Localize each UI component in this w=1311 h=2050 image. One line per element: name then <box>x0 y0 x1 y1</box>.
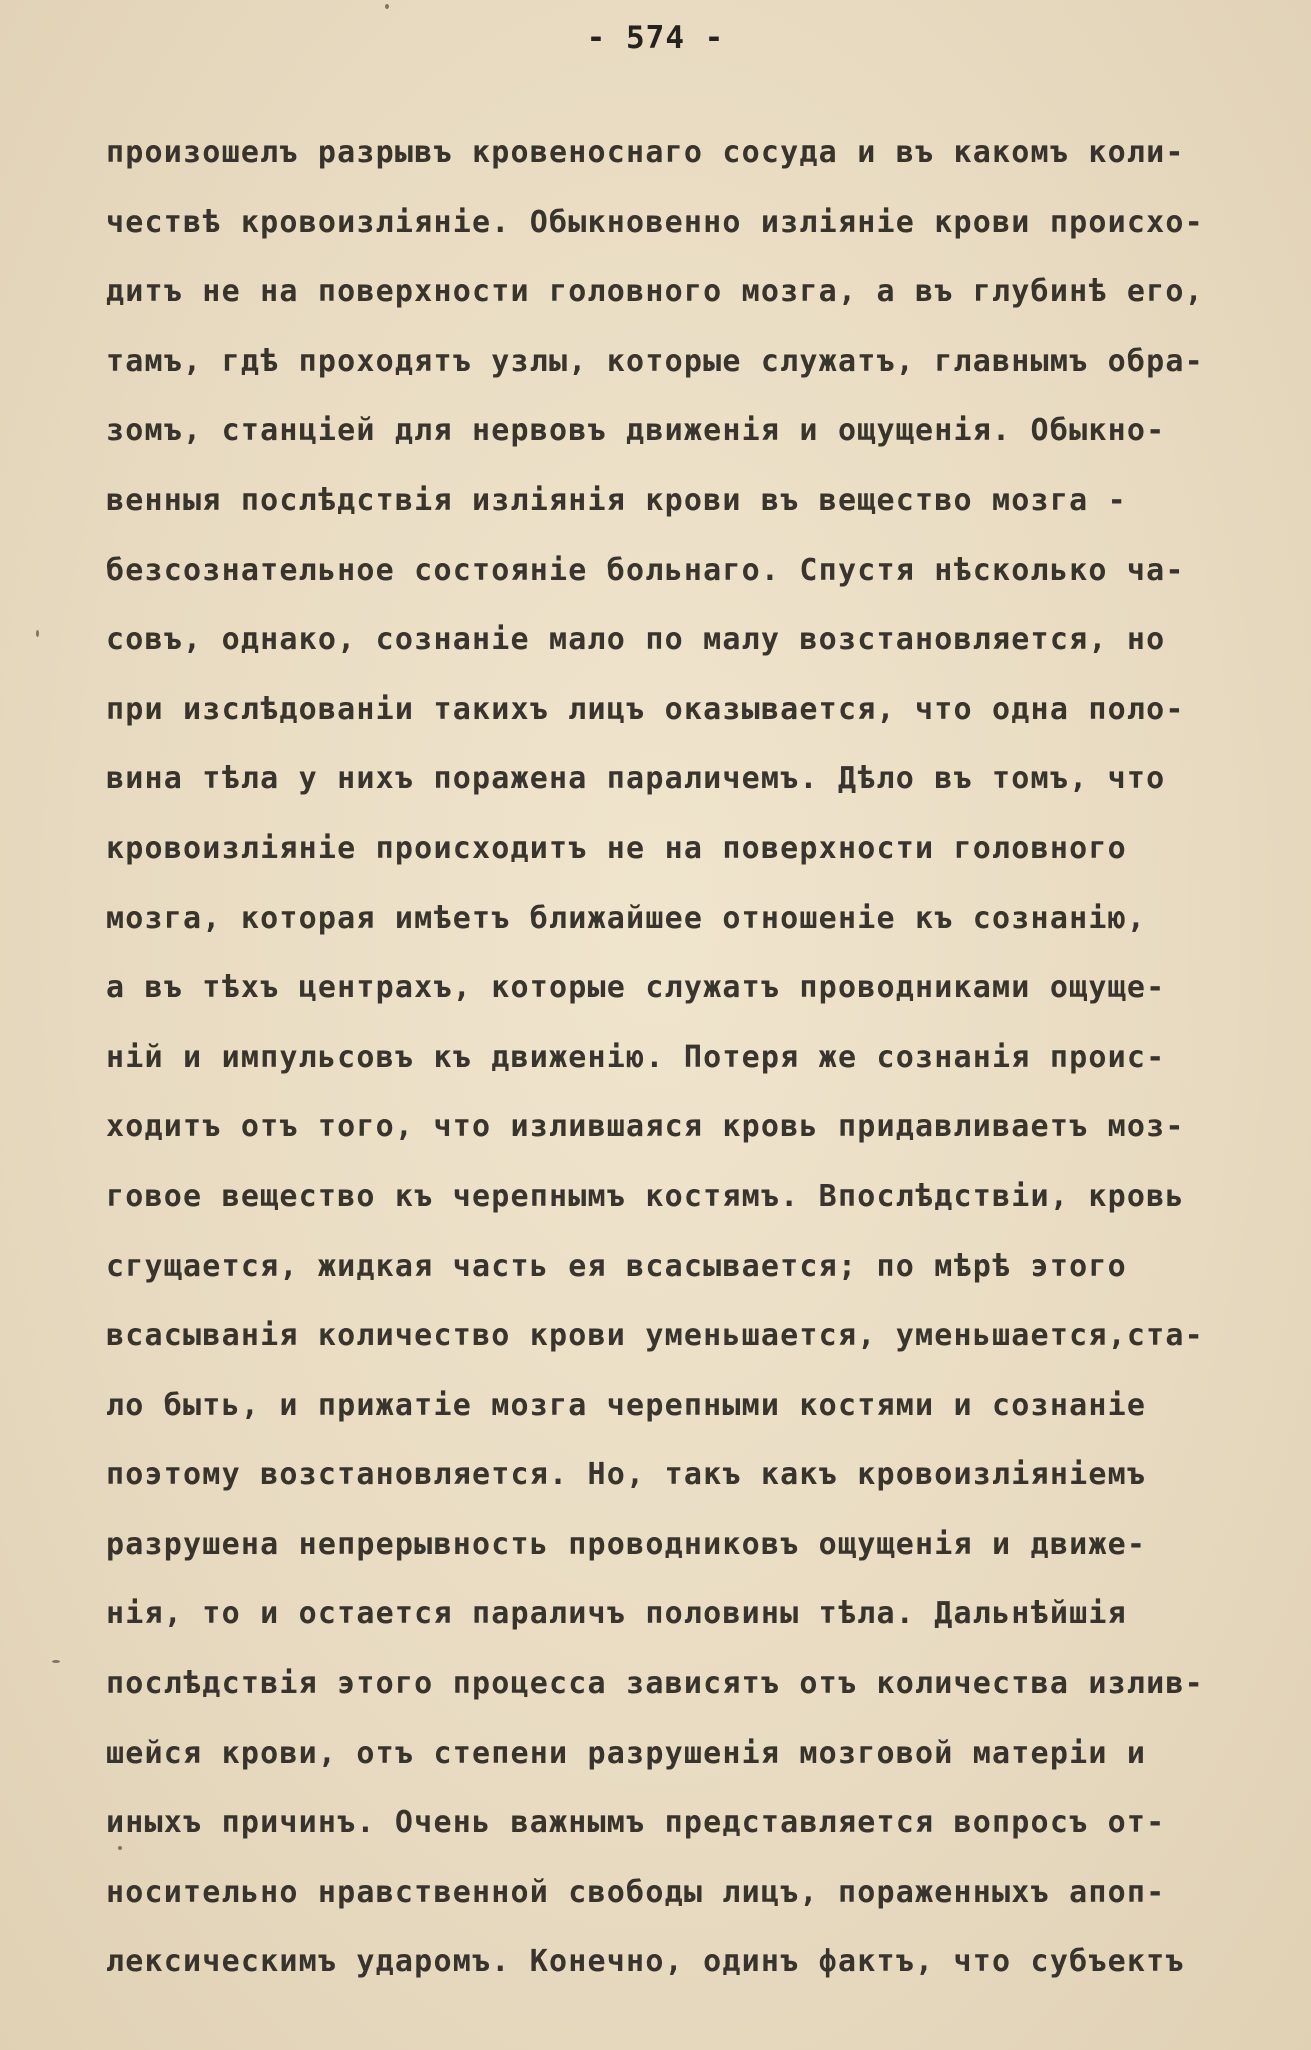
text-line: сгущается, жидкая часть ея всасывается; по мѣрѣ этого <box>106 1248 1127 1284</box>
text-line: разрушена непрерывность проводниковъ ощущенiя и движе- <box>106 1526 1147 1562</box>
text-line: при изслѣдованiи такихъ лицъ оказывается, что одна поло- <box>106 691 1185 727</box>
text-line: всасыванiя количество крови уменьшается, уменьшается,ста- <box>106 1318 1204 1354</box>
text-line: дитъ не на поверхности головного мозга, а въ глубинѣ его, <box>106 274 1204 310</box>
body-text <box>106 118 1296 1997</box>
text-line: ходитъ отъ того, что излившаяся кровь придавливаетъ моз- <box>106 1109 1185 1145</box>
text-line: мозга, которая имѣетъ ближайшее отношенiе къ сознанiю, <box>106 900 1147 936</box>
text-line: послѣдствiя этого процесса зависятъ отъ количества излив- <box>106 1666 1204 1702</box>
page-number: - 574 - <box>586 20 725 56</box>
text-line: иныхъ причинъ. Очень важнымъ представляется вопросъ от- <box>106 1805 1166 1841</box>
text-line: безсознательное состоянiе больнаго. Спустя нѣсколько ча- <box>106 552 1185 588</box>
text-line: совъ, однако, сознанiе мало по малу возстановляется, но <box>106 622 1166 658</box>
text-line: носительно нравственной свободы лицъ, пораженныхъ апоп- <box>106 1874 1166 1910</box>
text-line: венныя послѣдствiя излiянiя крови въ вещество мозга - <box>106 482 1127 518</box>
text-line: говое вещество къ черепнымъ костямъ. Впослѣдствiи, кровь <box>106 1178 1185 1214</box>
ink-speck <box>52 1660 60 1663</box>
text-line: чествѣ кровоизлiянiе. Обыкновенно излiянiе крови происхо- <box>106 204 1204 240</box>
text-line: кровоизлiянiе происходитъ не на поверхности головного <box>106 830 1127 866</box>
ink-speck <box>385 4 389 9</box>
text-line: лексическимъ ударомъ. Конечно, одинъ фактъ, что субъектъ <box>106 1944 1185 1980</box>
text-line: вина тѣла у нихъ поражена параличемъ. Дѣло въ томъ, что <box>106 761 1166 797</box>
text-line: ло быть, и прижатiе мозга черепными костями и сознанiе <box>106 1387 1147 1423</box>
text-line: шейся крови, отъ степени разрушенiя мозговой матерiи и <box>106 1735 1147 1771</box>
text-line: нiй и импульсовъ къ движенiю. Потеря же сознанiя проис- <box>106 1039 1166 1075</box>
text-line: нiя, то и остается параличъ половины тѣла. Дальнѣйшiя <box>106 1596 1127 1632</box>
ink-speck <box>36 630 39 637</box>
text-line: зомъ, станцiей для нервовъ движенiя и ощущенiя. Обыкно- <box>106 413 1166 449</box>
text-line: а въ тѣхъ центрахъ, которые служатъ проводниками ощуще- <box>106 970 1166 1006</box>
ink-speck <box>118 1846 122 1850</box>
text-line: поэтому возстановляется. Но, такъ какъ кровоизлiянiемъ <box>106 1457 1147 1493</box>
text-line: тамъ, гдѣ проходятъ узлы, которые служатъ, главнымъ обра- <box>106 343 1204 379</box>
text-line: произошелъ разрывъ кровеноснаго сосуда и въ какомъ коли- <box>106 135 1185 170</box>
